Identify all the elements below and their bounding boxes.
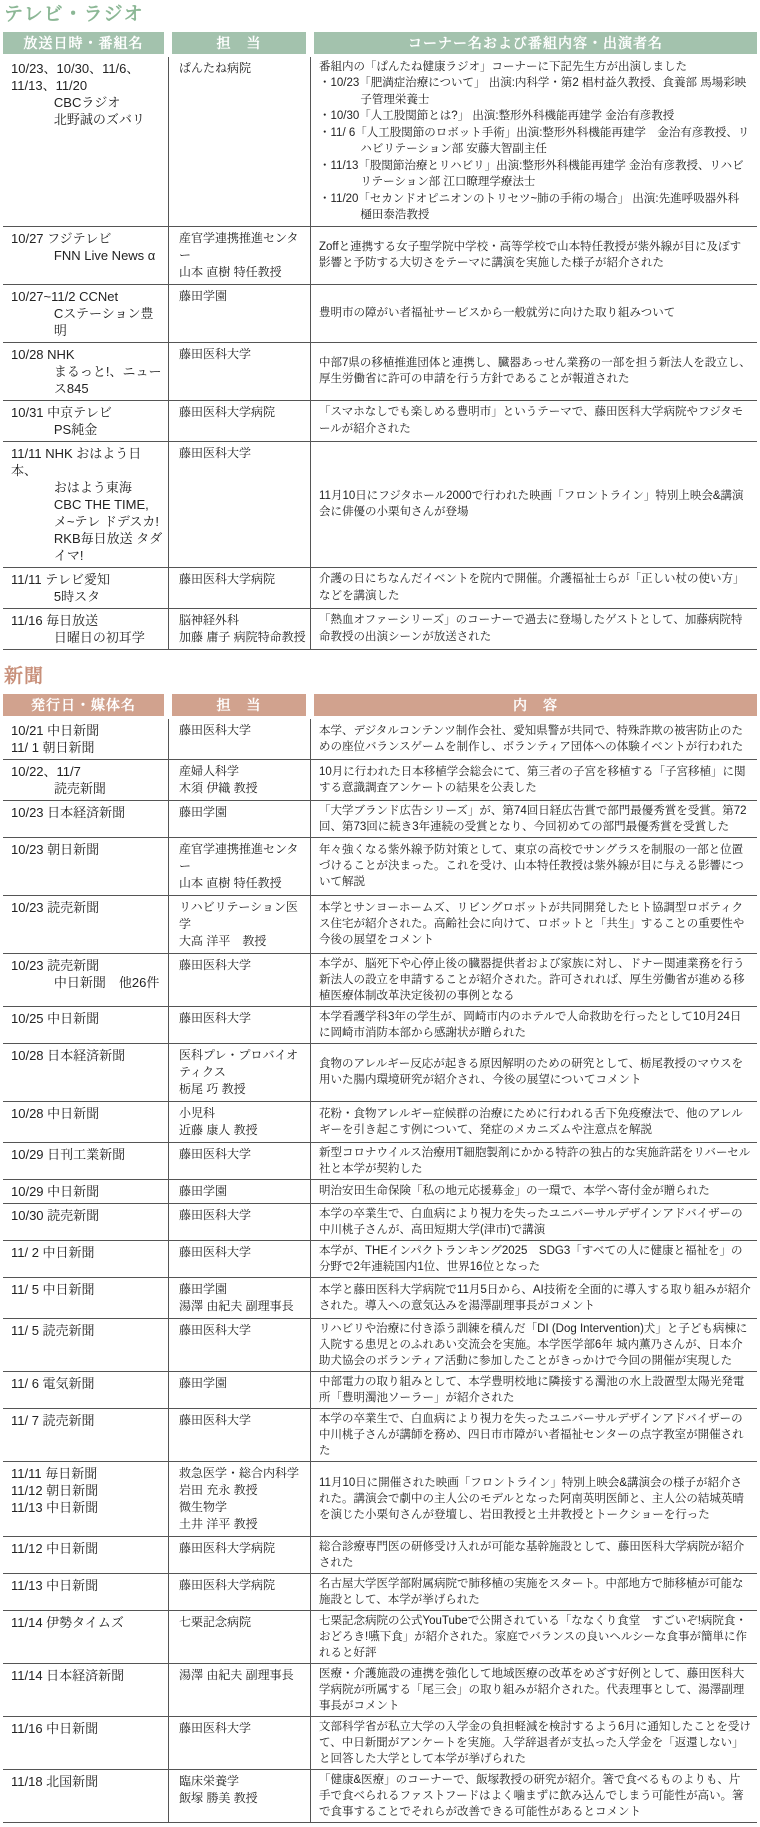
- date-program-line: 11/ 5 中日新聞: [11, 1281, 95, 1297]
- content-line: 番組内の「ぱんたね健康ラジオ」コーナーに下記先生方が出演しました: [319, 60, 687, 73]
- staff-line: 湯澤 由紀夫 副理事長: [179, 1667, 294, 1682]
- section-title-newspaper: 新聞: [4, 665, 45, 687]
- staff-line: 藤田医科大学病院: [179, 1540, 276, 1555]
- table-row: [3, 1717, 757, 1770]
- staff-line: 産官学連携推進センター: [179, 841, 299, 873]
- date-media-cell: [3, 1241, 168, 1277]
- date-program-line: 10/23、10/30、11/6、: [11, 60, 140, 76]
- date-program-line: 5時スタ: [53, 588, 101, 604]
- staff-line: 藤田医科大学: [179, 1207, 252, 1222]
- date-program-line: 11/13 中日新聞: [11, 1577, 99, 1593]
- content-line: 新型コロナウイルス治療用T細胞製剤にかかる特許の独占的な実施許諾をリバーセル社と本学が契約した: [319, 1146, 751, 1175]
- staff-line: 臨床栄養学: [179, 1773, 240, 1788]
- content-line: 本学、デジタルコンテンツ制作会社、愛知県警が共同で、特殊詐欺の被害防止のための座位バランスゲームを制作し、ボランティア団体への体験イベントが行われた: [319, 724, 744, 753]
- staff-cell: [168, 1717, 310, 1769]
- content-cell: [310, 442, 757, 567]
- tv-radio-section: [3, 4, 757, 650]
- staff-cell: [168, 1007, 310, 1043]
- content-line: ・11/ 6「人工股関節のロボット手術」出演:整形外科機能再建学 金治有彦教授、リハビリテーション部 安藤大智副主任: [319, 126, 750, 156]
- content-cell: [310, 1319, 757, 1371]
- table-row: [3, 442, 757, 568]
- content-cell: [310, 1204, 757, 1240]
- staff-line: 藤田医科大学: [179, 957, 252, 972]
- staff-cell: [168, 1611, 310, 1663]
- date-program-line: 10/21 中日新聞: [11, 722, 100, 738]
- date-media-cell: [3, 1372, 168, 1408]
- content-cell: [310, 1537, 757, 1573]
- date-program-line: FNN Live News α: [53, 247, 156, 263]
- content-line: ・11/13「股関節治療とリハビリ」出演:整形外科機能再建学 金治有彦教授、リハビリテーション部 江口瞭理学療法士: [319, 159, 744, 189]
- date-media-cell: [3, 1537, 168, 1573]
- table-row: [3, 719, 757, 760]
- staff-cell: [168, 838, 310, 895]
- staff-line: 土井 洋平 教授: [179, 1516, 258, 1531]
- date-media-cell: [3, 1611, 168, 1663]
- content-cell: [310, 1462, 757, 1536]
- staff-cell: [168, 1537, 310, 1573]
- date-media-cell: [3, 1462, 168, 1536]
- staff-cell: [168, 1574, 310, 1610]
- content-line: 名古屋大学医学部附属病院で肺移植の実施をスタート。中部地方で肺移植が可能な施設として、本学が挙げられた: [319, 1577, 744, 1606]
- table-row: [3, 568, 757, 609]
- date-program-line: 10/23 読売新聞: [11, 957, 100, 973]
- staff-cell: [168, 1278, 310, 1318]
- date-media-cell: [3, 838, 168, 895]
- content-line: 10月に行われた日本移植学会総会にて、第三者の子宮を移植する「子宮移植」に関する意識調査アンケートの結果を公表した: [319, 765, 746, 794]
- content-line: 七栗記念病院の公式YouTubeで公開されている「ななくり食堂 すごいぞ!病院食・おどろき!嚥下食」が紹介された。家庭でバランスの良いヘルシーな食事が簡単に作れると好評: [319, 1614, 748, 1659]
- content-line: 「健康&医療」のコーナーで、飯塚教授の研究が紹介。箸で食べるものよりも、片手で食べられるファストフードはよく噛まずに飲み込んでしまう可能性が高い。箸で食事することでそれらが改善できる可能性があるとコメント: [319, 1773, 744, 1818]
- staff-line: 山本 直樹 特任教授: [179, 875, 282, 890]
- staff-cell: [168, 896, 310, 953]
- date-media-cell: [3, 801, 168, 837]
- content-line: リハビリや治療に付き添う訓練を積んだ「DI (Dog Intervention)犬」と子ども病棟に入院する患児とのふれあい交流会を実施。本学医学部6年 城内薫乃さんが、日本介助犬協会のボランティア活動に参加したことがきっかけで今回の開催が実現した: [319, 1322, 748, 1367]
- column-header-issue-date-media: 発行日・媒体名: [3, 694, 164, 716]
- staff-line: 微生物学: [179, 1499, 228, 1514]
- content-cell: [310, 1664, 757, 1716]
- date-program-line: 10/23 日本経済新聞: [11, 804, 126, 820]
- news-table-header-row: [3, 694, 757, 716]
- content-line: 中部7県の移植推進団体と連携し、臓器あっせん業務の一部を担う新法人を設立し、厚生労働省に許可の申請を行う方針であることが報道された: [319, 356, 751, 386]
- content-line: 本学の卒業生で、白血病により視力を失ったユニバーサルデザインアドバイザーの中川桃子さんが講師を務め、四日市市障がい者福祉センターの点字教室が開催された: [319, 1412, 744, 1457]
- staff-cell: [168, 285, 310, 342]
- column-header-staff: 担 当: [172, 694, 306, 716]
- column-header-broadcast-date-program: 放送日時・番組名: [3, 32, 164, 54]
- date-media-cell: [3, 1102, 168, 1142]
- date-program-line: 日曜日の初耳学: [53, 629, 145, 645]
- content-line: 「熱血オファーシリーズ」のコーナーで過去に登場したゲストとして、加藤病院特命教授の出演シーンが放送された: [319, 614, 743, 643]
- staff-line: 藤田医科大学: [179, 346, 252, 361]
- table-row: [3, 1180, 757, 1204]
- staff-cell: [168, 1241, 310, 1277]
- content-line: Zoffと連携する女子聖学院中学校・高等学校で山本特任教授が紫外線が目に及ぼす影響と予防する大切さをテーマに講演を実施した様子が紹介された: [319, 240, 742, 270]
- date-program-line: 11/ 6 電気新聞: [11, 1375, 95, 1391]
- date-media-cell: [3, 568, 168, 608]
- date-program-line: 10/22、11/7: [11, 763, 81, 779]
- table-row: [3, 801, 757, 838]
- staff-line: 藤田学園: [179, 1281, 228, 1296]
- date-program-line: 11/18 北国新聞: [11, 1773, 99, 1789]
- table-row: [3, 1102, 757, 1143]
- content-cell: [310, 343, 757, 400]
- date-program-line: 読売新聞: [53, 780, 106, 796]
- staff-line: 木須 伊織 教授: [179, 780, 258, 795]
- date-program-line: おはよう東海: [53, 479, 132, 495]
- date-program-line: RKB毎日放送 タダイマ!: [53, 530, 163, 563]
- staff-line: 藤田医科大学病院: [179, 1577, 276, 1592]
- table-row: [3, 760, 757, 801]
- staff-line: 藤田医科大学: [179, 1146, 252, 1161]
- date-media-cell: [3, 1574, 168, 1610]
- content-cell: [310, 1102, 757, 1142]
- date-media-cell: [3, 285, 168, 342]
- date-program-line: 10/28 中日新聞: [11, 1105, 100, 1121]
- date-program-line: 10/28 日本経済新聞: [11, 1047, 126, 1063]
- content-cell: [310, 609, 757, 649]
- date-media-cell: [3, 1664, 168, 1716]
- staff-cell: [168, 954, 310, 1006]
- date-program-line: 11/13 中日新聞: [11, 1499, 99, 1515]
- staff-cell: [168, 227, 310, 284]
- date-media-cell: [3, 1204, 168, 1240]
- content-cell: [310, 719, 757, 759]
- staff-line: 藤田学園: [179, 1375, 228, 1390]
- staff-cell: [168, 1372, 310, 1408]
- date-media-cell: [3, 1180, 168, 1203]
- content-line: 豊明市の障がい者福祉サービスから一般就労に向けた取り組みついて: [319, 307, 676, 320]
- date-media-cell: [3, 1044, 168, 1101]
- staff-cell: [168, 609, 310, 649]
- staff-cell: [168, 760, 310, 800]
- content-cell: [310, 1241, 757, 1277]
- date-media-cell: [3, 1007, 168, 1043]
- table-row: [3, 1143, 757, 1180]
- date-program-line: 11/ 1 朝日新聞: [11, 739, 95, 755]
- date-program-line: 10/23 朝日新聞: [11, 841, 100, 857]
- content-line: 本学が、THEインパクトランキング2025 SDG3「すべての人に健康と福祉を」の分野で2年連続国内1位、世界16位となった: [319, 1244, 743, 1273]
- date-media-cell: [3, 401, 168, 441]
- date-media-cell: [3, 1319, 168, 1371]
- date-program-line: 11/13、11/20: [11, 77, 88, 93]
- content-cell: [310, 1278, 757, 1318]
- date-media-cell: [3, 343, 168, 400]
- table-row: [3, 1611, 757, 1664]
- date-program-line: まるっと!、ニュース845: [53, 363, 162, 396]
- staff-line: 小児科: [179, 1105, 216, 1120]
- tv-radio-table: [3, 57, 757, 650]
- table-row: [3, 1241, 757, 1278]
- content-line: 医療・介護施設の連携を強化して地域医療の改革をめざす好例として、藤田医科大学病院が所属する「尾三会」の取り組みが紹介された。代表理事として、湯澤副理事長がコメント: [319, 1667, 745, 1712]
- content-line: 本学と藤田医科大学病院で11月5日から、AI技術を全面的に導入する取り組みが紹介された。導入への意気込みを湯澤副理事長がコメント: [319, 1283, 751, 1312]
- tv-table-header-row: [3, 32, 757, 54]
- staff-line: 救急医学・総合内科学: [179, 1465, 300, 1480]
- date-program-line: CBC THE TIME,: [53, 496, 149, 512]
- staff-cell: [168, 1180, 310, 1203]
- staff-cell: [168, 1770, 310, 1822]
- date-program-line: 11/16 中日新聞: [11, 1720, 99, 1736]
- staff-cell: [168, 1664, 310, 1716]
- content-cell: [310, 1180, 757, 1203]
- date-media-cell: [3, 227, 168, 284]
- content-line: ・11/20「セカンドオピニオンのトリセツ~肺の手術の場合」 出演:先進呼吸器外科 樋田泰浩教授: [319, 192, 740, 222]
- staff-cell: [168, 1044, 310, 1101]
- staff-cell: [168, 1204, 310, 1240]
- date-program-line: メ~テレ ドデスカ!: [53, 513, 159, 529]
- content-line: 食物のアレルギー反応が起きる原因解明のための研究として、栃尾教授のマウスを用いた腸内環境研究が紹介され、今後の展望についてコメント: [319, 1058, 744, 1087]
- date-media-cell: [3, 1717, 168, 1769]
- staff-line: 飯塚 勝美 教授: [179, 1790, 258, 1805]
- content-cell: [310, 1574, 757, 1610]
- table-row: [3, 57, 757, 227]
- content-cell: [310, 227, 757, 284]
- date-media-cell: [3, 1770, 168, 1822]
- staff-cell: [168, 1319, 310, 1371]
- content-cell: [310, 760, 757, 800]
- date-program-line: 11/12 朝日新聞: [11, 1482, 99, 1498]
- date-program-line: 中日新聞 他26件: [53, 974, 160, 990]
- date-program-line: 11/ 7 読売新聞: [11, 1412, 95, 1428]
- content-cell: [310, 401, 757, 441]
- staff-line: 加藤 庸子 病院特命教授: [179, 629, 306, 644]
- content-cell: [310, 1611, 757, 1663]
- staff-cell: [168, 568, 310, 608]
- table-row: [3, 227, 757, 285]
- staff-line: 産官学連携推進センター: [179, 230, 299, 262]
- staff-line: 近藤 康人 教授: [179, 1122, 258, 1137]
- date-program-line: 11/11 テレビ愛知: [11, 571, 110, 587]
- table-row: [3, 1007, 757, 1044]
- date-program-line: 10/29 中日新聞: [11, 1183, 100, 1199]
- content-line: 明治安田生命保険「私の地元応援募金」の一環で、本学へ寄付金が贈られた: [319, 1185, 710, 1198]
- staff-cell: [168, 442, 310, 567]
- date-program-line: 11/14 伊勢タイムズ: [11, 1614, 124, 1630]
- staff-line: 藤田医科大学: [179, 445, 252, 460]
- content-line: ・10/23「肥満症治療について」 出演:内科学・第2 椙村益久教授、食養部 馬場彩映子管理栄養士: [319, 77, 747, 106]
- date-program-line: 10/27 フジテレビ: [11, 230, 112, 246]
- date-program-line: 10/29 日刊工業新聞: [11, 1146, 126, 1162]
- date-program-line: 北野誠のズバリ: [53, 111, 145, 127]
- staff-line: 藤田医科大学: [179, 1010, 252, 1025]
- date-program-line: 11/12 中日新聞: [11, 1540, 99, 1556]
- staff-cell: [168, 1143, 310, 1179]
- staff-cell: [168, 401, 310, 441]
- content-line: 本学が、脳死下や心停止後の臓器提供者および家族に対し、ドナー関連業務を行う新法人の設立を申請することが紹介された。許可されれば、厚生労働省が進める移植医療体制改革決定後初の事例となる: [319, 957, 745, 1002]
- content-line: 中部電力の取り組みとして、本学豊明校地に隣接する濁池の水上設置型太陽光発電所「豊明濁池ソーラー」が紹介された: [319, 1375, 745, 1404]
- date-program-line: 10/27~11/2 CCNet: [11, 288, 119, 304]
- date-media-cell: [3, 1409, 168, 1461]
- table-row: [3, 285, 757, 343]
- staff-line: ぱんたね病院: [179, 60, 252, 75]
- content-line: 花粉・食物アレルギー症候群の治療にために行われる舌下免疫療法で、他のアレルギーを引き起こす例について、発症のメカニズムや注意点を解説: [319, 1107, 743, 1136]
- staff-line: 藤田医科大学: [179, 1244, 252, 1259]
- staff-line: 藤田医科大学: [179, 1412, 252, 1427]
- content-line: 本学看護学科3年の学生が、岡崎市内のホテルで人命救助を行ったとして10月24日に岡崎市消防本部から感謝状が贈られた: [319, 1010, 742, 1039]
- date-media-cell: [3, 954, 168, 1006]
- content-cell: [310, 801, 757, 837]
- date-media-cell: [3, 609, 168, 649]
- staff-cell: [168, 801, 310, 837]
- date-media-cell: [3, 57, 168, 226]
- content-line: 総合診療専門医の研修受け入れが可能な基幹施設として、藤田医科大学病院が紹介された: [319, 1540, 745, 1569]
- date-program-line: 11/ 5 読売新聞: [11, 1322, 95, 1338]
- staff-line: 岩田 充永 教授: [179, 1482, 258, 1497]
- content-cell: [310, 1007, 757, 1043]
- staff-cell: [168, 57, 310, 226]
- date-media-cell: [3, 442, 168, 567]
- content-cell: [310, 1409, 757, 1461]
- content-line: 文部科学省が私立大学の入学金の負担軽減を検討するよう6月に通知したことを受けて、中日新聞がアンケートを実施。入学辞退者が支払った入学金を「返還しない」と回答した大学として本学が挙げられた: [319, 1720, 751, 1765]
- staff-line: 七栗記念病院: [179, 1614, 252, 1629]
- date-media-cell: [3, 719, 168, 759]
- date-media-cell: [3, 1278, 168, 1318]
- content-cell: [310, 1044, 757, 1101]
- content-line: 「スマホなしでも楽しめる豊明市」というテーマで、藤田医科大学病院やフジタモールが紹介された: [319, 406, 744, 435]
- staff-cell: [168, 1409, 310, 1461]
- date-program-line: 10/31 中京テレビ: [11, 404, 112, 420]
- table-row: [3, 1664, 757, 1717]
- staff-line: 産婦人科学: [179, 763, 240, 778]
- table-row: [3, 1409, 757, 1462]
- content-line: 介護の日にちなんだイベントを院内で開催。介護福祉士らが「正しい杖の使い方」などを講演した: [319, 573, 745, 602]
- content-cell: [310, 954, 757, 1006]
- content-line: 11月10日に開催された映画「フロントライン」特別上映会&講演会の様子が紹介された。講演会で劇中の主人公のモデルとなった阿南英明医師と、主人公の結城英晴を演じた小栗旬さんが登壇し、岩田教授と土井教授とトークショーを行った: [319, 1476, 744, 1521]
- staff-line: 脳神経外科: [179, 612, 240, 627]
- date-program-line: 10/25 中日新聞: [11, 1010, 100, 1026]
- staff-line: 藤田医科大学: [179, 1322, 252, 1337]
- date-program-line: Cステーション豊明: [53, 305, 154, 338]
- date-program-line: CBCラジオ: [53, 94, 121, 110]
- staff-line: 大高 洋平 教授: [179, 933, 267, 948]
- content-cell: [310, 1143, 757, 1179]
- column-header-content: 内 容: [314, 694, 757, 716]
- content-cell: [310, 1372, 757, 1408]
- content-line: 11月10日にフジタホール2000で行われた映画「フロントライン」特別上映会&講演会に俳優の小栗旬さんが登場: [319, 489, 744, 519]
- staff-line: リハビリテーション医学: [179, 899, 298, 931]
- staff-line: 医科プレ・プロバイオティクス: [179, 1047, 299, 1079]
- table-row: [3, 401, 757, 442]
- content-cell: [310, 838, 757, 895]
- date-program-line: 11/16 毎日放送: [11, 612, 99, 628]
- staff-line: 藤田医科大学: [179, 722, 252, 737]
- staff-line: 栃尾 巧 教授: [179, 1081, 246, 1096]
- newspaper-section: [3, 666, 757, 1823]
- date-media-cell: [3, 760, 168, 800]
- date-program-line: 11/11 毎日新聞: [11, 1465, 98, 1481]
- table-row: [3, 343, 757, 401]
- staff-cell: [168, 1462, 310, 1536]
- column-header-content: コーナー名および番組内容・出演者名: [314, 32, 757, 54]
- table-row: [3, 1372, 757, 1409]
- table-row: [3, 1204, 757, 1241]
- table-row: [3, 1044, 757, 1102]
- table-row: [3, 1462, 757, 1537]
- table-row: [3, 1319, 757, 1372]
- staff-line: 藤田医科大学病院: [179, 571, 276, 586]
- content-cell: [310, 896, 757, 953]
- date-program-line: 10/23 読売新聞: [11, 899, 100, 915]
- date-program-line: 11/ 2 中日新聞: [11, 1244, 95, 1260]
- staff-line: 藤田学園: [179, 804, 228, 819]
- staff-cell: [168, 1102, 310, 1142]
- section-title-tv-radio: テレビ・ラジオ: [4, 4, 144, 25]
- content-cell: [310, 568, 757, 608]
- content-line: 本学とサンヨーホームズ、リビングロボットが共同開発したヒト協調型ロボティクス住宅が紹介された。高齢社会に向けて、ロボットと「共生」することの重要性や今後の展望をコメント: [319, 902, 745, 947]
- table-row: [3, 1278, 757, 1319]
- staff-line: 山本 直樹 特任教授: [179, 264, 282, 279]
- staff-line: 藤田学園: [179, 1183, 228, 1198]
- date-media-cell: [3, 896, 168, 953]
- date-program-line: 11/11 NHK おはよう日本、: [11, 445, 142, 478]
- content-line: 「大学ブランド広告シリーズ」が、第74回日経広告賞で部門最優秀賞を受賞。第72回、第73回に続き3年連続の受賞となり、今回初めての部門最優秀賞を受賞した: [319, 804, 747, 833]
- date-program-line: PS純金: [53, 421, 98, 437]
- staff-line: 湯澤 由紀夫 副理事長: [179, 1298, 294, 1313]
- content-cell: [310, 57, 757, 226]
- content-cell: [310, 285, 757, 342]
- staff-cell: [168, 719, 310, 759]
- content-line: 年々強くなる紫外線予防対策として、東京の高校でサングラスを制服の一部と位置づけることが決まった。これを受け、山本特任教授は紫外線が目に与える影響について解説: [319, 844, 744, 889]
- content-cell: [310, 1770, 757, 1822]
- table-row: [3, 609, 757, 650]
- staff-line: 藤田学園: [179, 288, 228, 303]
- table-row: [3, 954, 757, 1007]
- newspaper-table: [3, 719, 757, 1823]
- table-row: [3, 838, 757, 896]
- table-row: [3, 1574, 757, 1611]
- staff-line: 藤田医科大学: [179, 1720, 252, 1735]
- column-header-staff: 担 当: [172, 32, 306, 54]
- content-line: ・10/30「人工股関節とは?」 出演:整形外科機能再建学 金治有彦教授: [319, 110, 675, 123]
- staff-cell: [168, 343, 310, 400]
- table-row: [3, 1770, 757, 1823]
- table-row: [3, 1537, 757, 1574]
- staff-line: 藤田医科大学病院: [179, 404, 276, 419]
- content-cell: [310, 1717, 757, 1769]
- table-row: [3, 896, 757, 954]
- date-program-line: 10/28 NHK: [11, 346, 75, 362]
- date-media-cell: [3, 1143, 168, 1179]
- content-line: 本学の卒業生で、白血病により視力を失ったユニバーサルデザインアドバイザーの中川桃子さんが、高田短期大学(津市)で講演: [319, 1207, 743, 1236]
- date-program-line: 11/14 日本経済新聞: [11, 1667, 125, 1683]
- date-program-line: 10/30 読売新聞: [11, 1207, 100, 1223]
